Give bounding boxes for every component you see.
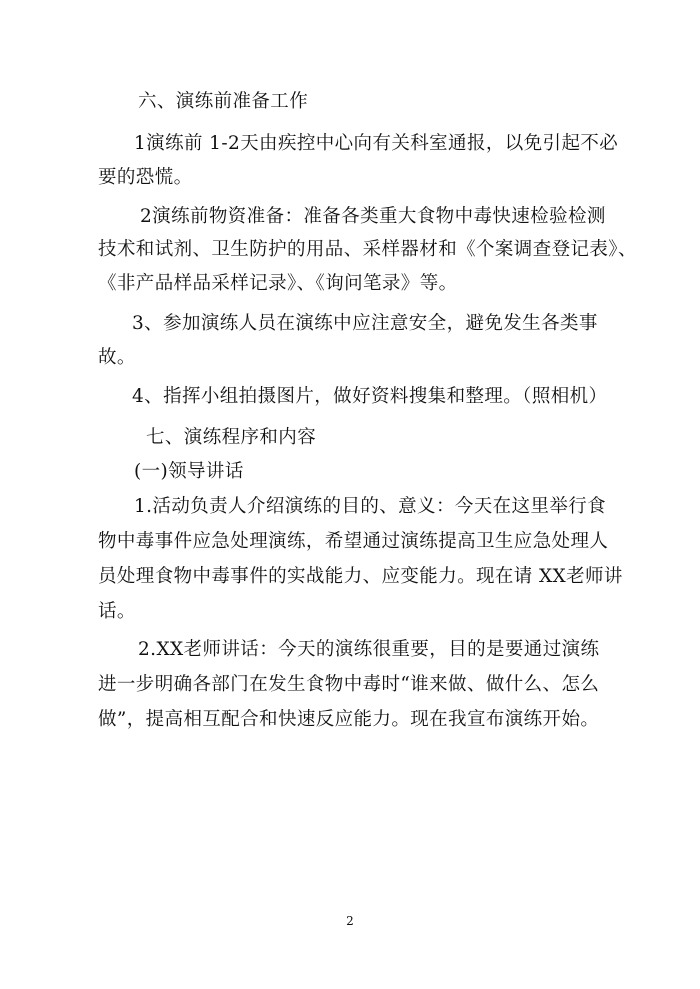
speech-1-line-3: 员处理食物中毒事件的实战能力、应变能力。现在请 XX老师讲 <box>98 566 623 587</box>
item-2-line-2: 技术和试剂、卫生防护的用品、采样器材和《个案调查登记表》、 <box>98 239 637 260</box>
item-3-line-1: 3、参加演练人员在演练中应注意安全，避免发生各类事 <box>132 313 598 334</box>
section-7-heading: 七、演练程序和内容 <box>146 427 317 448</box>
speech-1-line-4: 话。 <box>98 601 136 622</box>
item-1-line-2: 要的恐慌。 <box>98 167 193 188</box>
speech-1-line-2: 物中毒事件应急处理演练，希望通过演练提高卫生应急处理人 <box>98 531 609 552</box>
item-2-line-3: 《非产品样品采样记录》、《询问笔录》等。 <box>98 273 458 294</box>
item-3-line-2: 故。 <box>98 347 136 368</box>
item-2-line-1: 2演练前物资准备：准备各类重大食物中毒快速检验检测 <box>140 206 606 227</box>
speech-2-line-1: 2.XX老师讲话：今天的演练很重要，目的是要通过演练 <box>138 639 600 660</box>
speech-2-line-3: 做”，提高相互配合和快速反应能力。现在我宣布演练开始。 <box>98 709 600 730</box>
speech-2-line-2: 进一步明确各部门在发生食物中毒时“谁来做、做什么、怎么 <box>98 674 600 695</box>
speech-1-line-1: 1.活动负责人介绍演练的目的、意义：今天在这里举行食 <box>134 496 607 517</box>
item-1-line-1: 1演练前 1-2天由疾控中心向有关科室通报，以免引起不必 <box>134 133 619 154</box>
subsection-1-heading: (一)领导讲话 <box>134 461 244 482</box>
item-4-line-1: 4、指挥小组拍摄图片，做好资料搜集和整理。（照相机） <box>132 386 608 407</box>
section-6-heading: 六、演练前准备工作 <box>138 91 309 112</box>
page-number: 2 <box>346 914 354 928</box>
